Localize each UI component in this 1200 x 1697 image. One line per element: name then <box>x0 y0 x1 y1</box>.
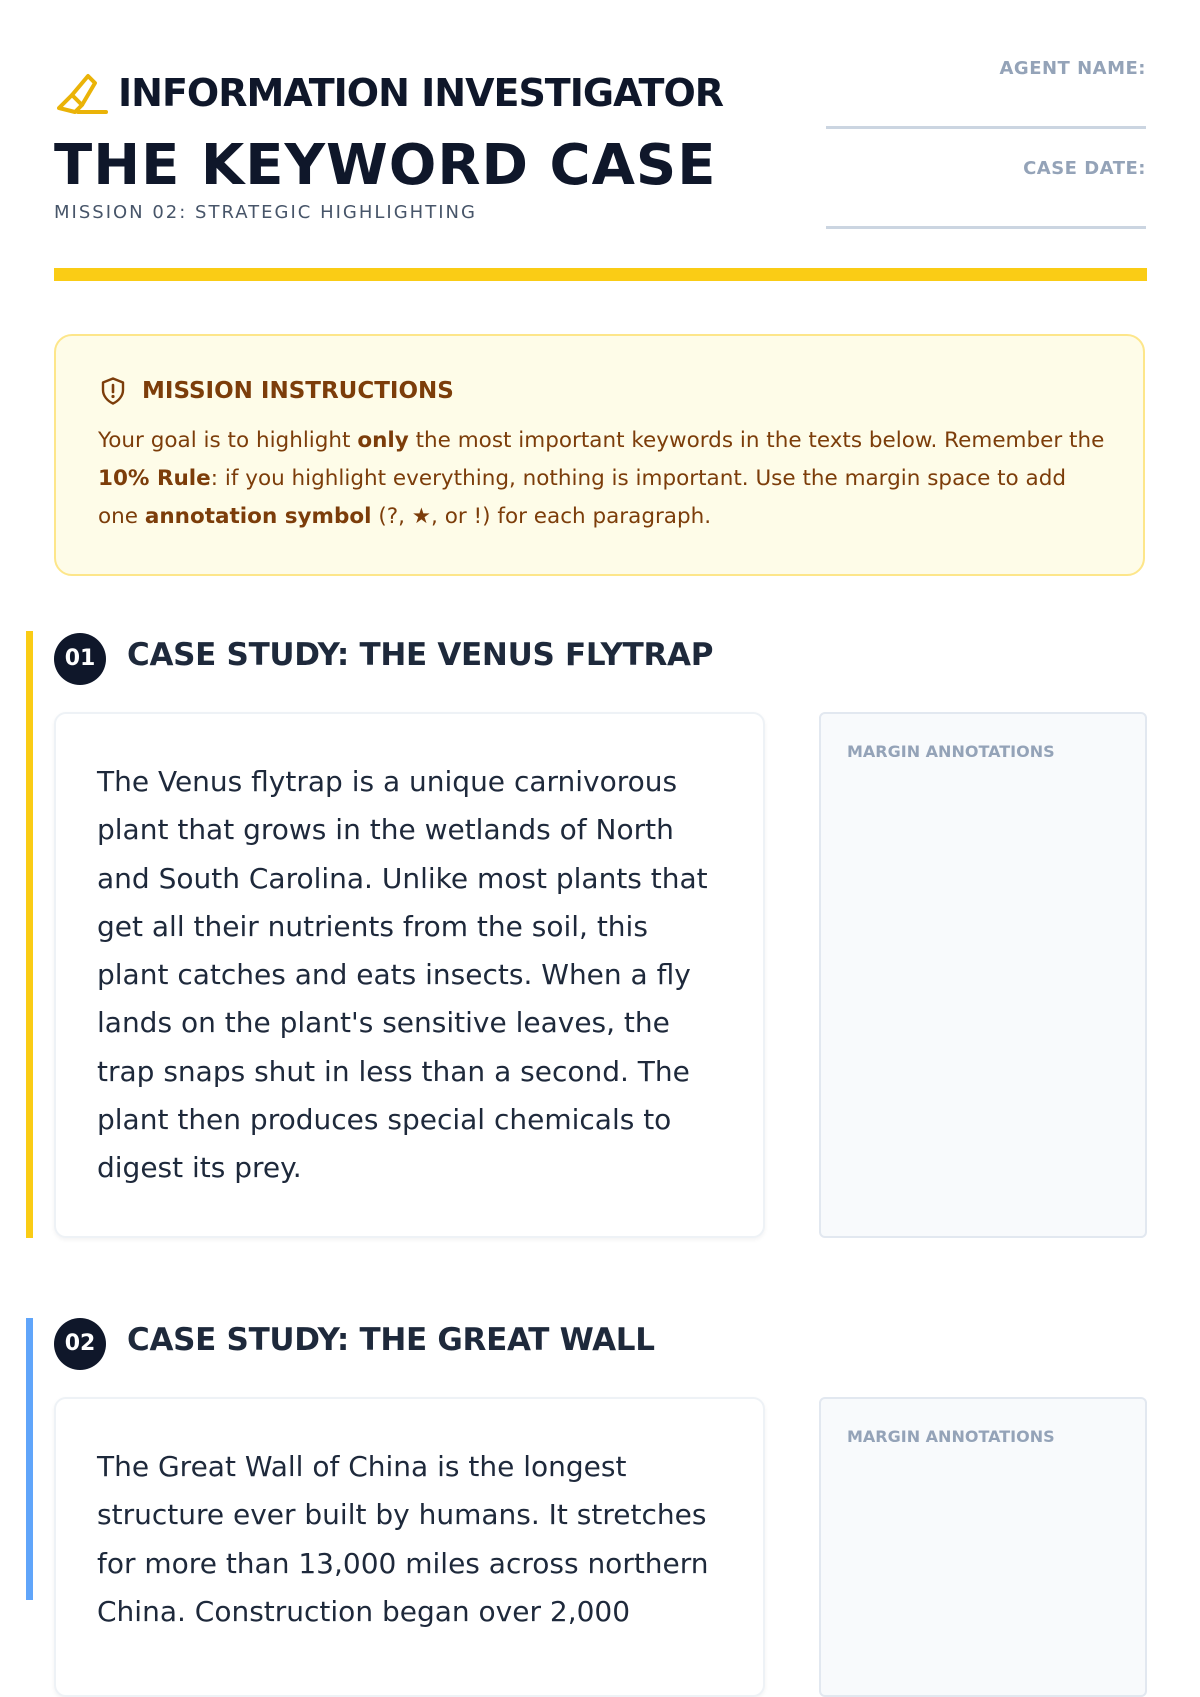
page-title: THE KEYWORD CASE <box>54 133 717 198</box>
margin-annotations-label: MARGIN ANNOTATIONS <box>847 1427 1055 1446</box>
agent-name-label: AGENT NAME: <box>999 58 1146 79</box>
mission-title: MISSION INSTRUCTIONS <box>142 378 454 404</box>
mission-instructions-box <box>54 334 1145 576</box>
case-passage[interactable]: The Great Wall of China is the longest structure ever built by humans. It stretches for more than 13,000 miles across northern China. Construction began over 2,000 <box>54 1397 765 1697</box>
highlighter-icon <box>54 68 108 118</box>
mission-text <box>98 422 1108 536</box>
shield-alert-icon <box>98 376 128 406</box>
case-accent-bar <box>26 1318 33 1600</box>
case-accent-bar <box>26 631 33 1238</box>
mission-text-part: the most important keywords in the texts below. Remember the <box>408 428 1105 453</box>
case-number-badge: 01 <box>54 633 106 685</box>
mission-text-part: : if you highlight everything, nothing is important. Use the margin space to add one <box>98 466 1067 529</box>
case-study-2 <box>26 1318 1146 1628</box>
header-divider <box>54 268 1147 281</box>
mission-heading <box>98 376 454 406</box>
agent-name-field[interactable] <box>826 58 1146 129</box>
case-number-badge: 02 <box>54 1318 106 1370</box>
worksheet-header <box>54 58 1146 226</box>
mission-emphasis-rule: 10% Rule <box>98 466 211 491</box>
case-date-label: CASE DATE: <box>1023 158 1146 179</box>
mission-text-part: (?, ★, or !) for each paragraph. <box>371 504 712 529</box>
margin-annotations-box[interactable] <box>819 712 1147 1238</box>
brand-row <box>54 68 723 118</box>
mission-emphasis-symbol: annotation symbol <box>144 504 372 529</box>
margin-annotations-box[interactable] <box>819 1397 1147 1697</box>
case-title: CASE STUDY: THE GREAT WALL <box>127 1322 655 1358</box>
mission-emphasis-only: only <box>357 428 409 453</box>
brand-name: INFORMATION INVESTIGATOR <box>118 71 724 115</box>
case-date-field[interactable] <box>826 158 1146 229</box>
page-subtitle: MISSION 02: STRATEGIC HIGHLIGHTING <box>54 202 477 223</box>
case-title: CASE STUDY: THE VENUS FLYTRAP <box>127 637 714 673</box>
case-passage[interactable]: The Venus flytrap is a unique carnivorous plant that grows in the wetlands of North and South Carolina. Unlike most plants that get all their nutrients from the soil, this plant catches and eats insects. When a fly lands on the plant's sensitive leaves, the trap snaps shut in less than a second. The plant then produces special chemicals to digest its prey. <box>54 712 765 1238</box>
margin-annotations-label: MARGIN ANNOTATIONS <box>847 742 1055 761</box>
mission-text-part: Your goal is to highlight <box>98 428 358 453</box>
case-study-1 <box>26 631 1146 1238</box>
